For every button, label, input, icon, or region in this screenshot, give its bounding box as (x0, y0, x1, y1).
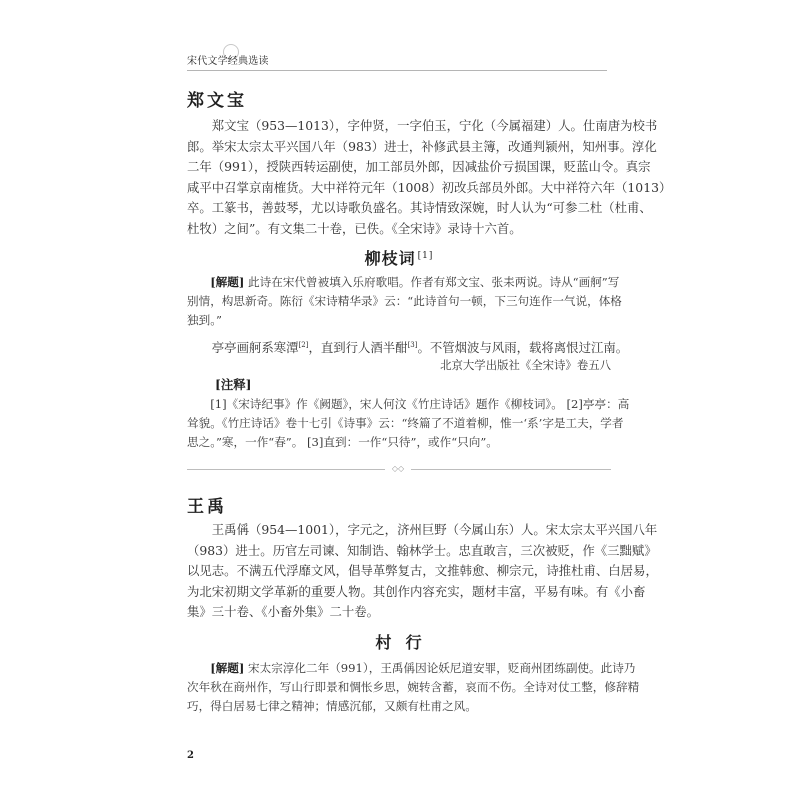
notes-heading: [注释] (215, 377, 252, 392)
bio-line: 咸平中召掌京南榷货。大中祥符元年（1008）初改兵部员外郎。大中祥符六年（1013） (187, 179, 672, 195)
poem-explanation-1 (187, 273, 622, 330)
poem-segment: ，直到行人酒半酣 (308, 340, 408, 356)
explain-line (187, 273, 620, 292)
header-rule (187, 70, 607, 71)
bio-line: 卒。工篆书，善鼓琴，尤以诗歌负盛名。其诗情致深婉，时人认为“可参二杜（杜甫、 (187, 200, 652, 215)
footnote-ref: [3] (407, 341, 418, 349)
bio-line: 郑文宝（953—1013），字仲贤，一字伯玉，宁化（今属福建）人。仕南唐为校书 (211, 118, 658, 133)
poem-title-1 (187, 246, 611, 269)
poem-line (187, 335, 629, 358)
running-header (187, 44, 607, 74)
note-line: 思之。”寒，一作“春”。 [3]直到：一作“只待”，或作“只向”。 (187, 435, 498, 449)
bio-line: 二年（991），授陕西转运副使，加工部员外郎，因减盐价亏损国课，贬蓝山令。真宗 (187, 159, 651, 174)
bio-line: （983）进士。历官左司谏、知制诰、翰林学士。忠直敢言，三次被贬，作《三黜赋》 (187, 542, 657, 558)
author-heading-2: 王禹 (187, 497, 227, 517)
footnote-ref: [2] (298, 341, 309, 349)
book-title: 宋代文学经典选读 (187, 56, 269, 67)
bio-line: 集》三十卷、《小畜外集》二十卷。 (187, 604, 380, 619)
poem-source: 北京大学出版社《全宋诗》卷五八 (440, 358, 611, 372)
poem-title-text: 村 行 (375, 633, 423, 652)
section-divider (187, 466, 611, 474)
author-bio-1 (187, 116, 672, 239)
explain-line: 次年秋在商州作，写山行即景和惆怅乡思，婉转含蓄，哀而不伤。全诗对仗工整，修辞精 (187, 680, 640, 694)
explain-text: 此诗在宋代曾被填入乐府歌唱。作者有郑文宝、张耒两说。诗从“画舸”写 (248, 275, 620, 289)
explain-tag: [解题] (210, 661, 245, 675)
explain-tag: [解题] (210, 275, 245, 289)
bio-line: 为北宋初期文学革新的重要人物。其创作内容充实，题材丰富，平易有味。有《小畜 (187, 583, 646, 599)
bio-line: 郎。举宋太宗太平兴国八年（983）进士，补修武县主簿，改通判颍州，知州事。淳化 (187, 138, 657, 154)
poem-title-2 (187, 630, 611, 653)
bio-line: 王禹偁（954—1001），字元之，济州巨野（今属山东）人。宋太宗太平兴国八年 (211, 522, 658, 537)
author-bio-2 (187, 520, 658, 623)
author-heading-1: 郑文宝 (187, 91, 247, 111)
poem-segment: 。不管烟波与风雨，载将离恨过江南。 (417, 340, 629, 356)
poem-title-text: 柳枝词 (364, 249, 416, 268)
poem-explanation-2 (187, 659, 640, 716)
bio-line: 杜牧）之间”。有文集二十卷，已佚。《全宋诗》录诗十六首。 (187, 220, 522, 236)
explain-line: 独到。” (187, 313, 222, 327)
poem-notes-1 (187, 395, 630, 452)
poem-segment: 亭亭画舸系寒潭 (211, 340, 299, 356)
explain-text: 宋太宗淳化二年（991），王禹偁因论妖尼道安罪，贬商州团练副使。此诗乃 (248, 661, 636, 675)
explain-line (187, 659, 636, 678)
divider-ornament-icon: ◇◇ (385, 465, 411, 473)
note-line: 耸貌。《竹庄诗话》卷十七引《诗事》云：“终篇了不道着柳，惟一‘系’字是工夫，学者 (187, 416, 624, 430)
page-number: 2 (187, 750, 194, 761)
explain-line: 巧，得白居易七律之精神；情感沉郁，又颇有杜甫之风。 (187, 699, 477, 713)
bio-line: 以见志。不满五代浮靡文风，倡导革弊复古，文推韩愈、柳宗元，诗推杜甫、白居易， (187, 563, 658, 578)
note-line: [1]《宋诗纪事》作《阙题》，宋人何汶《竹庄诗话》题作《柳枝词》。 [2]亭亭：高 (210, 397, 630, 411)
explain-line: 别情，构思新奇。陈衍《宋诗精华录》云：“此诗首句一顿，下三句连作一气说，体格 (187, 294, 622, 308)
poem-text-1 (187, 335, 629, 358)
footnote-ref: [1] (417, 250, 434, 261)
